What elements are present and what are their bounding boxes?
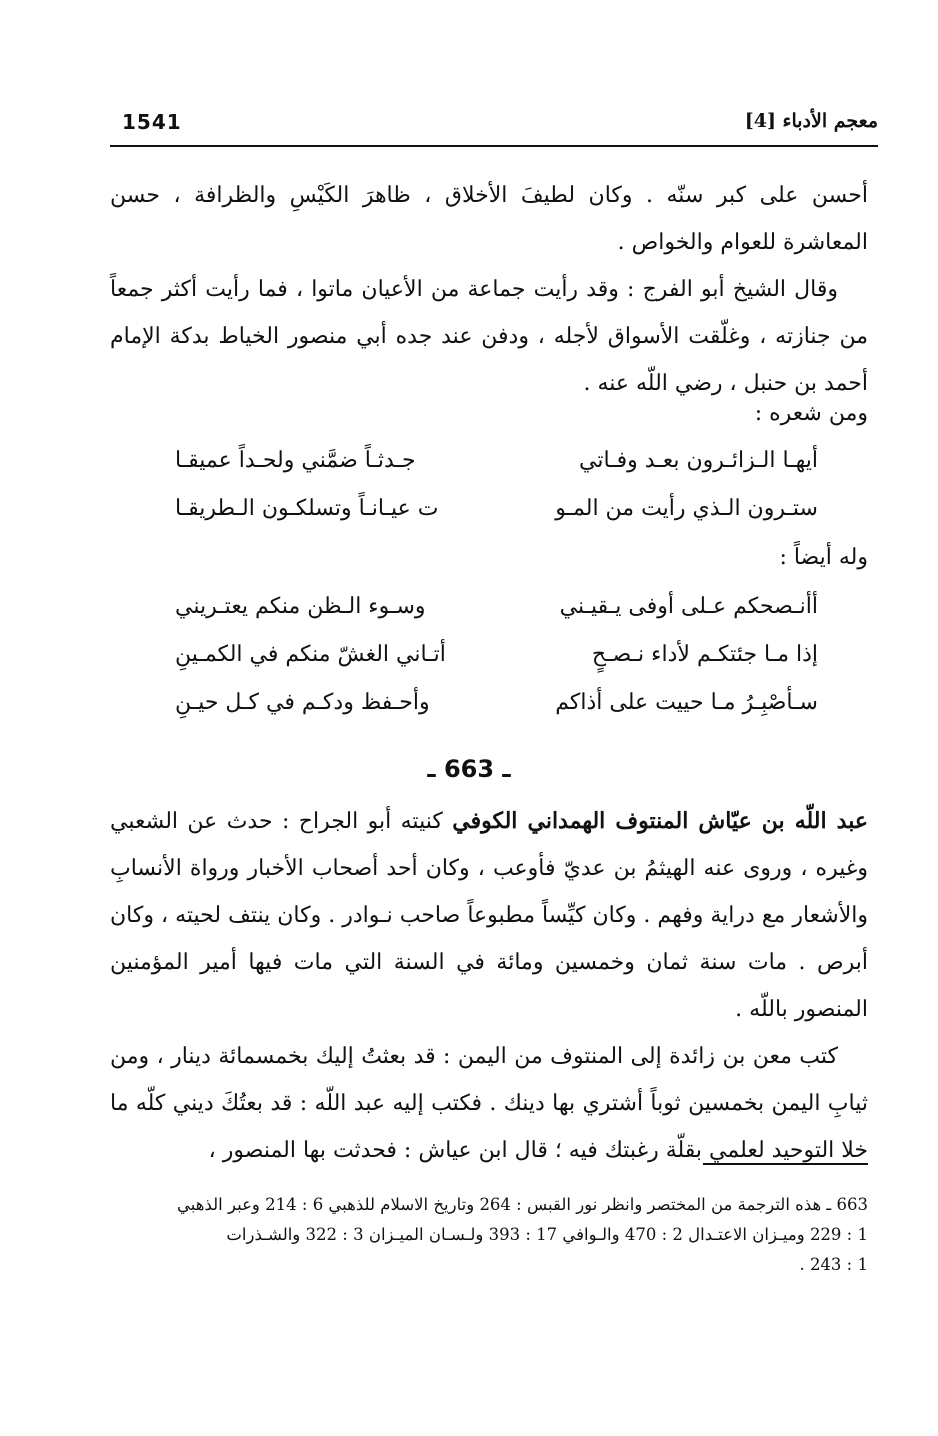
entry-name: عبد اللّه بن عيّاش المنتوف الهمداني الكوفي xyxy=(452,808,868,834)
footnote-rule xyxy=(703,1163,868,1165)
footnote-line-3: 1 : 243 . xyxy=(799,1255,868,1274)
verse-first-hemistich: إذا مـا جئتكـم لأداء نـصـحٍ xyxy=(591,642,818,667)
poem-1-verse-2 xyxy=(150,488,818,535)
verse-first-hemistich: أأنـصحكم عـلى أوفى يـقيـني xyxy=(559,594,818,619)
verse-first-hemistich: ستـرون الـذي رأيت من المـو xyxy=(555,496,818,521)
entry-number: ـ 663 ـ xyxy=(427,755,511,783)
poem-1-verse-1 xyxy=(150,440,818,487)
entry-paragraph-1 xyxy=(110,798,868,1033)
opening-text xyxy=(110,172,868,407)
verse-second-hemistich: جـدثـاً ضمَّني ولحـداً عميقـا xyxy=(175,448,416,473)
header-rule xyxy=(110,145,878,147)
verse-second-hemistich: أتـاني الغشّ منكم في الكمـينِ xyxy=(175,642,446,667)
running-head: معجم الأدباء [4] xyxy=(744,110,878,132)
poem-2-verse-2 xyxy=(150,634,818,681)
footnote-line-1: 663 ـ هذه الترجمة من المختصر وانظر نور القبس : 264 وتاريخ الاسلام للذهبي 6 : 214 وعبر الذهبي xyxy=(177,1195,868,1214)
paragraph-1: أحسن على كبر سنّه . وكان لطيفَ الأخلاق ، ظاهرَ الكَيْسِ والظرافة ، حسن المعاشرة للعوام والخواص . xyxy=(110,183,868,255)
verse-first-hemistich: أيهـا الـزائـرون بعـد وفـاتي xyxy=(579,448,818,473)
paragraph-2: وقال الشيخ أبو الفرج : وقد رأيت جماعة من الأعيان ماتوا ، فما رأيت أكثر جمعاً من جنازته ، وغلّقت الأسواق لأجله ، ودفن عند جده أبي منصور الخياط بدكة الإمام أحمد بن حنبل ، رضي اللّه عنه . xyxy=(110,277,868,396)
entry-text xyxy=(110,798,868,1174)
poem-1-intro: ومن شعره : xyxy=(754,401,868,426)
poem-2-verse-1 xyxy=(150,586,818,633)
footnote-line-2: 1 : 229 وميـزان الاعتـدال 2 : 470 والـوافي 17 : 393 ولـسـان الميـزان 3 : 322 والشـذرات xyxy=(226,1225,868,1244)
verse-first-hemistich: سـأصْبِـرُ مـا حييت على أذاكم xyxy=(555,690,818,715)
entry-paragraph-2: كتب معن بن زائدة إلى المنتوف من اليمن : قد بعثتُ إليك بخمسمائة دينار ، ومن ثيابِ اليمن بخمسين ثوباً أشتري بها دينك . فكتب إليه عبد اللّه : قد بعتُكَ ديني كلّه ما خلا التوحيد لعلمي بقلّة رغبتك فيه ؛ قال ابن عياش : فحدثت بها المنصور ، xyxy=(110,1044,868,1163)
verse-second-hemistich: وسـوء الـظن منكم يعتـريني xyxy=(175,594,426,619)
poem-2-intro: وله أيضاً : xyxy=(779,545,868,570)
verse-second-hemistich: ت عيـانـاً وتسلكـون الـطريقـا xyxy=(175,496,439,521)
page-header xyxy=(110,108,878,138)
footnote xyxy=(110,1190,868,1280)
entry-paragraph-1-text: كنيته أبو الجراح : حدث عن الشعبي وغيره ، وروى عنه الهيثمُ بن عديّ فأوعب ، وكان أحد أصحاب الأخبار ورواة الأنسابِ والأشعار مع دراية وفهم . وكان كيِّساً مطبوعاً صاحب نـوادر . وكان ينتف لحيته ، وكان أبرص . مات سنة ثمان وخمسين ومائة في السنة التي مات فيها أمير المؤمنين المنصور باللّه . xyxy=(110,809,868,1022)
poem-2-verse-3 xyxy=(150,682,818,729)
page-number: 1541 xyxy=(122,110,182,134)
verse-second-hemistich: وأحـفظ ودكـم في كـل حيـنِ xyxy=(175,690,430,715)
